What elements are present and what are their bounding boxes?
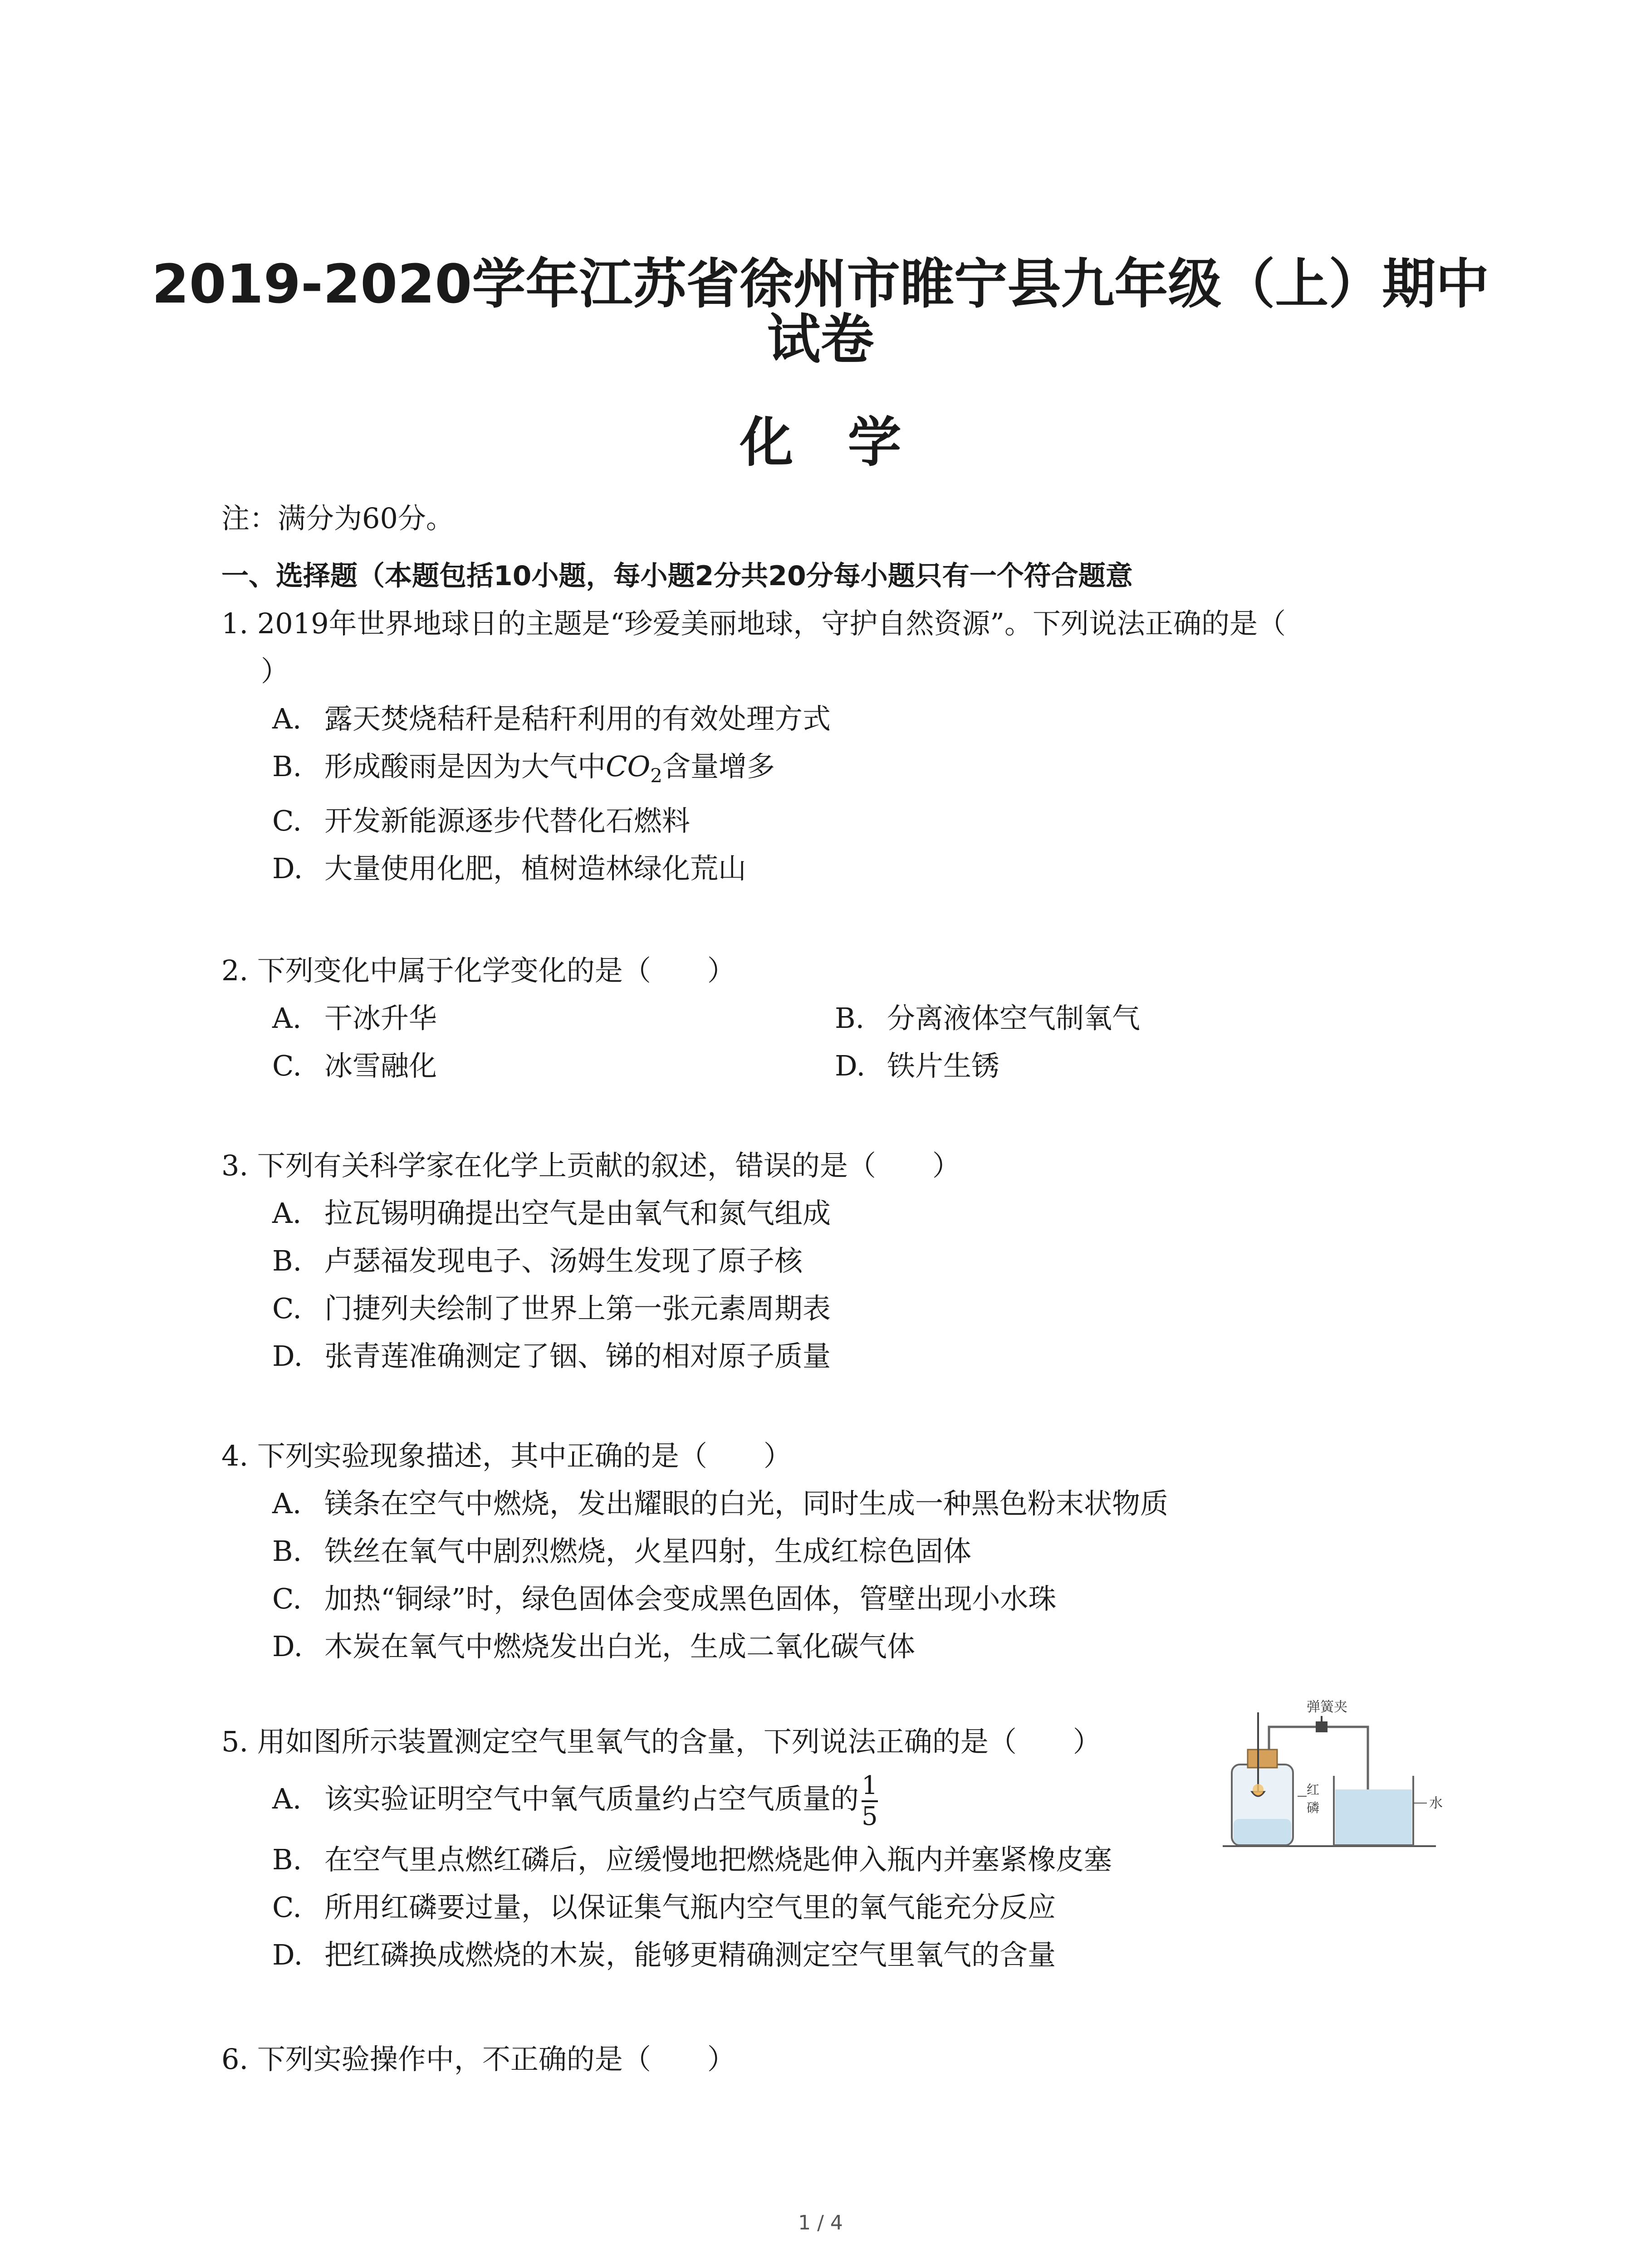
option-a (272, 1486, 1168, 1522)
option-text: 所用红磷要过量，以保证集气瓶内空气里的氧气能充分反应 (324, 1891, 1056, 1924)
question-stem: 3. 下列有关科学家在化学上贡献的叙述，错误的是（ ） (221, 1149, 960, 1182)
option-label: D. (272, 852, 303, 885)
option-text: 分离液体空气制氧气 (887, 1002, 1141, 1035)
option-text: 铁片生锈 (887, 1049, 1000, 1082)
option-b (272, 1533, 971, 1569)
bottle-water (1234, 1819, 1291, 1844)
option-text: 木炭在氧气中燃烧发出白光，生成二氧化碳气体 (324, 1630, 916, 1663)
option-text: 冰雪融化 (324, 1049, 437, 1082)
fraction-denominator: 5 (862, 1800, 878, 1831)
label-red: 红 (1307, 1782, 1320, 1797)
option-text: 露天焚烧秸秆是秸秆利用的有效处理方式 (324, 702, 831, 735)
label-water: 水 (1429, 1795, 1443, 1811)
option-text: 卢瑟福发现电子、汤姆生发现了原子核 (324, 1244, 803, 1277)
question-stem-cont: ） (261, 655, 289, 688)
option-label: D. (835, 1049, 866, 1082)
label-phosphorus: 磷 (1307, 1800, 1320, 1815)
option-label: A. (272, 1002, 302, 1035)
option-label: A. (272, 1197, 302, 1230)
option-text: 形成酸雨是因为大气中 (324, 750, 606, 783)
option-c (272, 803, 690, 839)
option-text: 张青莲准确测定了铟、锑的相对原子质量 (324, 1339, 831, 1373)
option-text: 开发新能源逐步代替化石燃料 (324, 804, 691, 837)
option-d (272, 1937, 1056, 1973)
option-label: C. (272, 1582, 302, 1615)
option-b (272, 1243, 803, 1279)
option-text: 铁丝在氧气中剧烈燃烧，火星四射，生成红棕色固体 (324, 1535, 972, 1568)
option-a (272, 701, 831, 737)
option-b (272, 748, 775, 794)
option-label: D. (272, 1630, 303, 1663)
flame (1253, 1784, 1264, 1795)
oxygen-apparatus-figure (1223, 1699, 1459, 1862)
option-text: 门捷列夫绘制了世界上第一张元素周期表 (324, 1292, 831, 1325)
score-note: 注：满分为60分。 (221, 502, 454, 535)
option-d (835, 1048, 999, 1084)
option-c (272, 1889, 1056, 1926)
option-label: C. (272, 804, 302, 837)
option-text: 干冰升华 (324, 1002, 437, 1035)
option-label: B. (272, 1843, 302, 1876)
option-text: 在空气里点燃红磷后，应缓慢地把燃烧匙伸入瓶内并塞紧橡皮塞 (324, 1843, 1112, 1876)
option-label: A. (272, 1487, 302, 1520)
spring-clamp (1316, 1721, 1327, 1732)
option-d (272, 1338, 831, 1374)
option-label: C. (272, 1891, 302, 1924)
option-label: B. (272, 750, 302, 783)
option-label: B. (272, 1244, 302, 1277)
fraction-one-fifth (862, 1771, 878, 1831)
question-stem: 6. 下列实验操作中，不正确的是（ ） (221, 2043, 735, 2076)
formula-co: CO (606, 750, 651, 783)
subject-heading: 化学 (740, 411, 956, 474)
option-label: D. (272, 1339, 303, 1373)
option-text: 大量使用化肥，植树造林绿化荒山 (324, 852, 747, 885)
option-b (272, 1842, 1112, 1878)
exam-title-line2: 试卷 (767, 308, 874, 371)
option-text: 镁条在空气中燃烧，发出耀眼的白光，同时生成一种黑色粉末状物质 (324, 1487, 1169, 1520)
question-stem: 5. 用如图所示装置测定空气里氧气的含量，下列说法正确的是（ ） (221, 1725, 1101, 1758)
option-a (272, 1771, 878, 1831)
question-stem: 1. 2019年世界地球日的主题是“珍爱美丽地球，守护自然资源”。下列说法正确的是（ (221, 607, 1286, 640)
exam-title-line1: 2019-2020学年江苏省徐州市睢宁县九年级（上）期中 (152, 253, 1489, 315)
option-label: C. (272, 1049, 302, 1082)
label-clamp: 弹簧夹 (1307, 1699, 1347, 1715)
option-d (272, 850, 746, 887)
option-text: 把红磷换成燃烧的木炭，能够更精确测定空气里氧气的含量 (324, 1938, 1056, 1971)
page-number: 1 / 4 (798, 2211, 843, 2234)
option-label: D. (272, 1938, 303, 1971)
rubber-stopper (1248, 1750, 1277, 1768)
option-text: 拉瓦锡明确提出空气是由氧气和氮气组成 (324, 1197, 831, 1230)
option-c (272, 1581, 1056, 1617)
option-text: 加热“铜绿”时，绿色固体会变成黑色固体，管壁出现小水珠 (324, 1582, 1057, 1615)
formula-subscript: 2 (650, 764, 663, 787)
option-label: A. (272, 1782, 302, 1816)
option-text-end: 含量增多 (662, 750, 775, 783)
option-d (272, 1628, 915, 1665)
option-c (272, 1048, 437, 1084)
option-a (272, 1195, 831, 1232)
fraction-numerator: 1 (862, 1771, 878, 1800)
question-stem: 2. 下列变化中属于化学变化的是（ ） (221, 954, 735, 987)
option-label: B. (272, 1535, 302, 1568)
option-label: B. (835, 1002, 865, 1035)
option-a (272, 1000, 437, 1036)
section-heading: 一、选择题（本题包括10小题，每小题2分共20分每小题只有一个符合题意 (221, 560, 1133, 592)
option-label: C. (272, 1292, 302, 1325)
option-c (272, 1290, 831, 1327)
question-stem: 4. 下列实验现象描述，其中正确的是（ ） (221, 1439, 792, 1472)
beaker-water (1335, 1789, 1412, 1844)
option-label: A. (272, 702, 302, 735)
option-b (835, 1000, 1140, 1036)
option-text: 该实验证明空气中氧气质量约占空气质量的 (324, 1782, 859, 1816)
